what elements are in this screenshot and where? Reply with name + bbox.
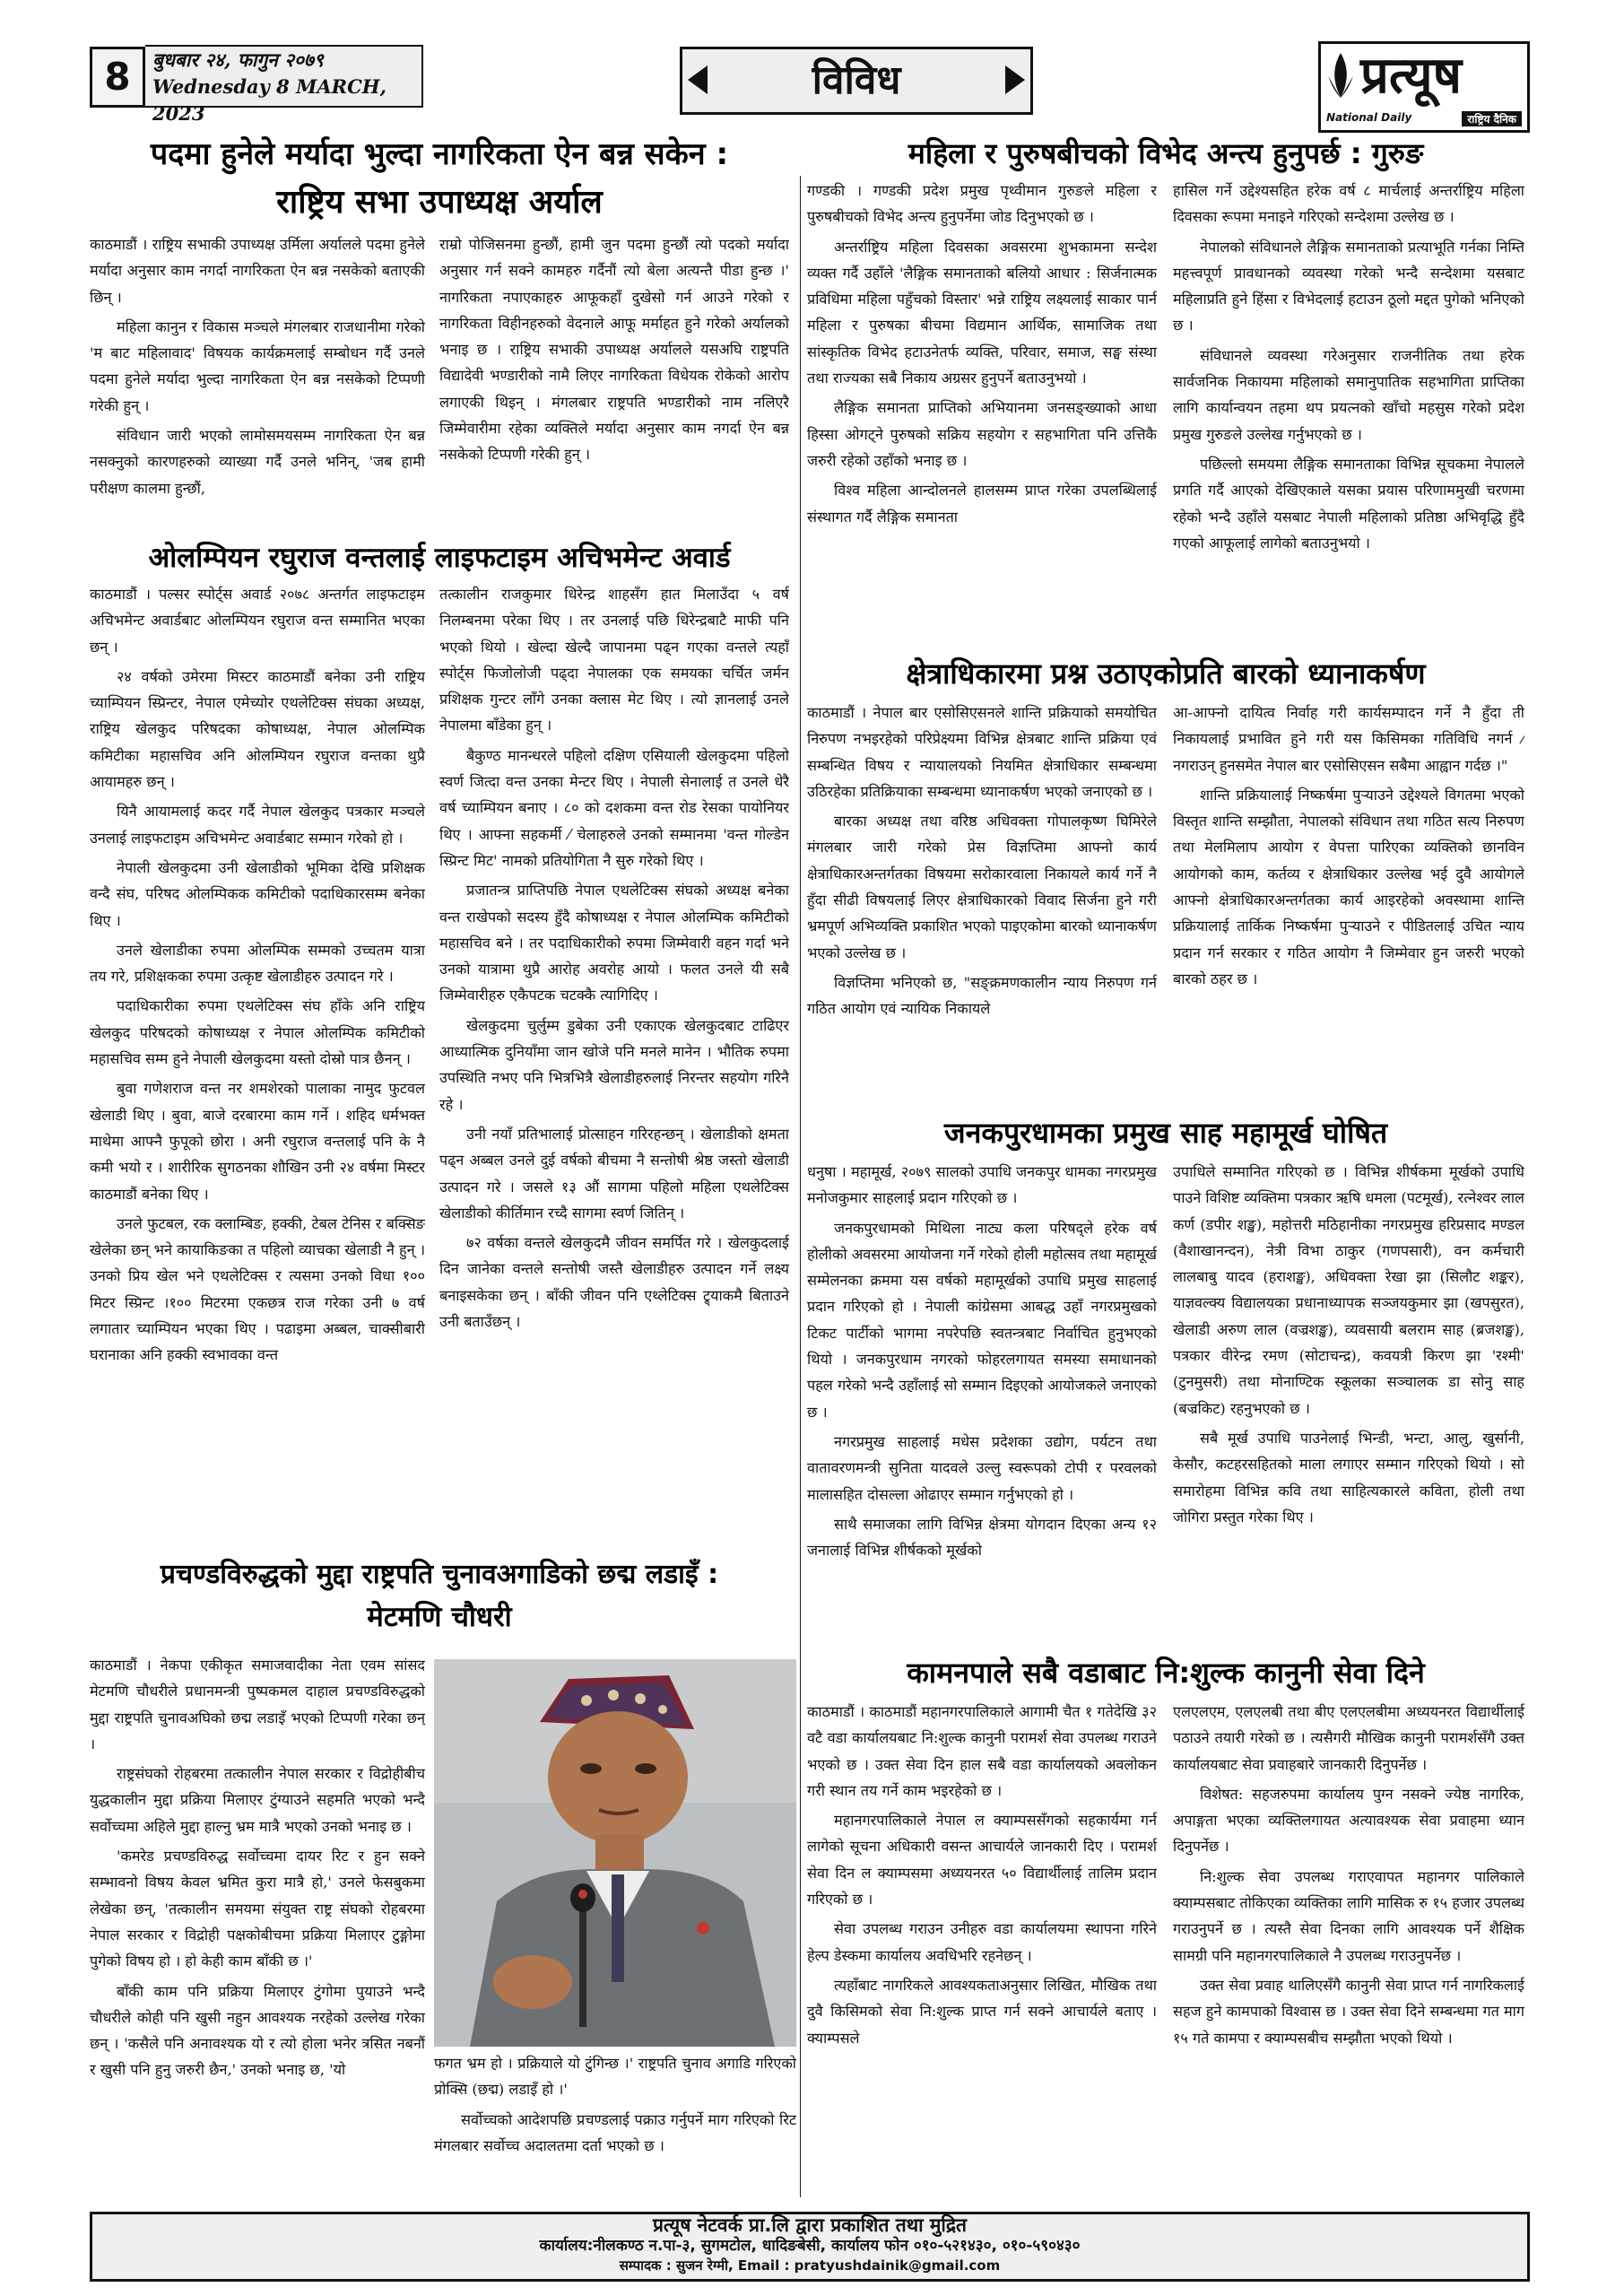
lotus-emblem-icon — [1324, 49, 1357, 103]
article-gurung-col1 — [807, 178, 1157, 633]
article-olympian-col1 — [90, 581, 425, 1550]
paragraph: विशेषत: सहजरुपमा कार्यालय पुग्न नसक्ने ज्येष्ठ नागरिक, अपाङ्गता भएका व्यक्तिलगायत अत्यावश्यक सेवा प्रवाहमा ध्यान दिनुपर्नेछ । — [1173, 1785, 1524, 1856]
article-gurung-col2 — [1173, 178, 1524, 633]
dateline — [145, 45, 423, 125]
article-kshetradhikar-col2 — [1173, 700, 1524, 1108]
paragraph: काठमाडौं । पल्सर स्पोर्ट्स अवार्ड २०७८ अन्तर्गत लाइफटाइम अचिभमेन्ट अवार्डबाट ओलम्पियन रघुराज वन्त सम्मानित भएका छन् । — [90, 586, 425, 656]
paragraph: सबै मूर्ख उपाधि पाउनेलाई भिन्डी, भन्टा, आलु, खुर्सानी, केसौर, कटहरसहितको माला लगाएर सम्मान गरिएको थियो । सो समारोहमा विभिन्न कवि तथा साहित्यकारले कविता, होली तथा जोगिरा प्रस्तुत गरेका थिए । — [1173, 1429, 1524, 1526]
paragraph: सेवा उपलब्ध गराउन उनीहरु वडा कार्यालयमा स्थापना गरिने हेल्प डेस्कमा कार्यालय अवधिभरि रहनेछन् । — [807, 1920, 1157, 1964]
paragraph: हासिल गर्ने उद्देश्यसहित हरेक वर्ष ८ मार्चलाई अन्तर्राष्ट्रिय महिला दिवसका रूपमा मनाइने गरिएको सन्देशमा उल्लेख छ । — [1173, 182, 1524, 226]
paragraph: खेलकुदमा चुर्लुम्म डुबेका उनी एकाएक खेलकुदबाट टाढिएर आध्यात्मिक दुनियाँमा जान खोजे पनि मनले मानेन । भौतिक रुपमा उपस्थिति नभए पनि भित्रभित्रै खेलाडीहरुलाई निरन्तर सहयोग गरिनै रहे । — [439, 1016, 789, 1113]
paragraph: आ-आफ्नो दायित्व निर्वाह गरी कार्यसम्पादन गर्ने नै हुँदा ती निकायलाई प्रभावित हुने गरी यस किसिमका गतिविधि नगर्न ⁄ नगराउन् हुनसमेत नेपाल बार एसोसिएसन सबैमा आह्वान गर्दछ ।" — [1173, 704, 1524, 774]
headline-kamanpa: कामनपाले सबै वडाबाट नि:शुल्क कानुनी सेवा दिने — [907, 1656, 1425, 1690]
paragraph: संविधान जारी भएको लामोसमयसम्म नागरिकता ऐन बन्न नसक्नुको कारणहरुको व्याख्या गर्दै उनले भनिन्, 'जब हामी परीक्षण कालमा हुन्छौं, — [90, 427, 425, 497]
paragraph: अन्तर्राष्ट्रिय महिला दिवसका अवसरमा शुभकामना सन्देश व्यक्त गर्दै उहाँले 'लैङ्गिक समानताको बलियो आधार : सिर्जनात्मक प्रविधिमा महिला पहुँचको विस्तार' भन्ने राष्ट्रिय लक्ष्यलाई साकार पार्न महिला र पुरुषका बीचमा विद्यमान आर्थिक, सामाजिक तथा सांस्कृतिक विभेद हटाउनेतर्फ व्यक्ति, परिवार, समाज, सङ्घ संस्था तथा राज्यका सबै निकाय अग्रसर हुनुपर्ने बताउनुभयो । — [807, 238, 1157, 387]
article-aryal-col2 — [439, 231, 789, 536]
headline-chaudhari-2: मेटमणि चौधरी — [367, 1601, 512, 1633]
paragraph: पदाधिकारीका रुपमा एथलेटिक्स संघ हाँके अनि राष्ट्रिय खेलकुद परिषदको कोषाध्यक्ष र नेपाल ओलम्पिक कमिटीको महासचिव सम्म हुने नेपाली खेलकुदमा यस्तो दोस्रो पात्र छैनन् । — [90, 997, 425, 1068]
paragraph: नि:शुल्क सेवा उपलब्ध गराएवापत महानगर पालिकाले क्याम्पसबाट तोकिएका व्यक्तिका लागि मासिक रु १५ हजार उपलब्ध गराउनुपर्ने छ । त्यस्तै सेवा दिनका लागि आवश्यक पर्ने शैक्षिक सामग्री पनि महानगरपालिकाले नै उपलब्ध गराउनुपर्नेछ । — [1173, 1867, 1524, 1964]
column-divider — [800, 176, 801, 2197]
article-janakpur-col2 — [1173, 1159, 1524, 1643]
headline-kshetradhikar: क्षेत्राधिकारमा प्रश्न उठाएकोप्रति बारको ध्यानाकर्षण — [906, 657, 1426, 691]
paragraph: शान्ति प्रक्रियालाई निष्कर्षमा पुऱ्याउने उद्देश्यले विगतमा भएको विस्तृत शान्ति सम्झौता, नेपालको संविधान तथा गठित सत्य निरुपण तथा मेलमिलाप आयोग र वेपत्ता पारिएका व्यक्तिको छानविन आयोगको काम, कर्तव्य र क्षेत्राधिकार उल्लेख भई दुवै आयोगले आफ्नो क्षेत्राधिकारअन्तर्गतका कार्य आइरहेको अवस्थामा शान्ति प्रक्रियालाई तार्किक निष्कर्षमा पुऱ्याउने र पीडितलाई उचित न्याय प्रदान गर्न सरकार र गठित आयोग नै जिम्मेवार हुन जरुरी भएको बारको ठहर छ । — [1173, 786, 1524, 987]
paragraph: महानगरपालिकाले नेपाल ल क्याम्पससँगको सहकार्यमा गर्न लागेको सूचना अधिकारी वसन्त आचार्यले जानकारी दिए । परामर्श सेवा दिन ल क्याम्पसमा अध्ययनरत ५० विद्यार्थीलाई तालिम प्रदान गरिएको छ । — [807, 1812, 1157, 1909]
paragraph: नेपालको संविधानले लैङ्गिक समानताको प्रत्याभूति गर्नका निम्ति महत्त्वपूर्ण प्रावधानको व्यवस्था गरेको भन्दै सन्देशमा यसबाट महिलाप्रति हुने हिंसा र विभेदलाई हटाउन ठूलो मद्दत पुगेको भनिएको छ । — [1173, 238, 1524, 335]
paragraph: बुवा गणेशराज वन्त नर शमशेरको पालाका नामुद फुटवल खेलाडी थिए । बुवा, बाजे दरबारमा काम गर्ने । शहिद धर्मभक्त माथेमा आफ्नै फुपूको छोरा । अनी रघुराज वन्तलाई पनि के नै कमी भयो र । शारीरिक सुगठनका शौखिन उनी २४ वर्षमा मिस्टर काठमाडौं बनेका थिए । — [90, 1080, 425, 1203]
page-number: 8 — [90, 47, 145, 108]
paragraph: जनकपुरधामको मिथिला नाट्य कला परिषद्ले हरेक वर्ष होलीको अवसरमा आयोजना गर्ने गरेको होली महोत्सव तथा महामूर्ख सम्मेलनका क्रममा यस वर्षको महामूर्खको उपाधि प्रमुख साहलाई प्रदान गरिएको हो । नेपाली कांग्रेसमा आबद्ध उहाँ नगरप्रमुखको टिकट पार्टीको भागमा नपरेपछि स्वतन्त्रबाट निर्वाचित हुनुभएको थियो । जनकपुरधाम नगरको फोहरलगायत समस्या समाधानको पहल गरेको भन्दै उहाँलाई सो सम्मान दिइएको आयोजकले जनाएको छ । — [807, 1219, 1157, 1421]
photo-chaudhari — [434, 1659, 796, 2047]
article-aryal-col1 — [90, 231, 425, 536]
publisher-footer — [90, 2212, 1530, 2282]
section-title: विविध — [812, 57, 901, 103]
paragraph: नेपाली खेलकुदमा उनी खेलाडीको भूमिका देखि प्रशिक्षक वन्दै संघ, परिषद ओलम्पिकक कमिटीको पदाधिकारसम्म बनेका थिए । — [90, 858, 425, 929]
paragraph: बाँकी काम पनि प्रक्रिया मिलाएर टुंगोमा पुयाउने भन्दै चौधरीले कोही पनि खुसी नहुन आवश्यक नरहेको उल्लेख गरेका छन् । 'कसैले पनि अनावश्यक यो र त्यो होला भनेर त्रसित नबनौं र खुसी पनि हुनु जरुरी छैन,' उनको भनाइ छ, 'यो — [90, 1982, 425, 2079]
paragraph: ७२ वर्षका वन्तले खेलकुदमै जीवन समर्पित गरे । खेलकुदलाई दिन जानेका वन्तले सन्तोषी जस्तै खेलाडीहरु उत्पादन गर्ने लक्ष्य बनाइसकेका छन् । बाँकी जीवन पनि एथ्लेटिक्स ट्र्याकमै बिताउने उनी बताउँछन् । — [439, 1234, 789, 1331]
article-kshetradhikar-col1 — [807, 700, 1157, 1108]
paragraph: राम्रो पोजिसनमा हुन्छौं, हामी जुन पदमा हुन्छौं त्यो पदको मर्यादा अनुसार गर्न सक्ने कामहरु गर्दैनौं त्यो बेला अत्यन्तै पीडा हुन्छ ।' नागरिकता नपाएकाहरु आफूकहाँ दुखेसो गर्न आउने गरेको र नागरिकता विहीनहरुको वेदनाले आफू मर्माहत हुने गरेको अर्यालको भनाइ छ । राष्ट्रिय सभाकी उपाध्यक्ष अर्यालले यसअघि राष्ट्रपति विद्यादेवी भण्डारीको नामै लिएर नागरिकता विधेयक रोकेको आरोप लगाएकी थिइन् । मंगलबार राष्ट्रपति भण्डारीको नाम नलिएरै जिम्मेवारीमा रहेका व्यक्तिले मर्यादा अनुसार काम नगर्दा ऐन बन्न नसकेको टिप्पणी गरेकी हुन् । — [439, 236, 789, 464]
paragraph: साथै समाजका लागि विभिन्न क्षेत्रमा योगदान दिएका अन्य १२ जनालाई विभिन्न शीर्षकको मूर्खको — [807, 1515, 1157, 1560]
paragraph: उनले खेलाडीका रुपमा ओलम्पिक सम्मको उच्चतम यात्रा तय गरे, प्रशिक्षकका रुपमा उत्कृष्ट खेलाडीहरु उत्पादन गरे । — [90, 941, 425, 986]
footer-publisher: प्रत्यूष नेटवर्क प्रा.लि द्वारा प्रकाशित तथा मुद्रित — [652, 2214, 967, 2236]
paragraph: काठमाडौं । नेपाल बार एसोसिएसनले शान्ति प्रक्रियाको समयोचित निरुपण नभइरहेको परिप्रेक्ष्यमा विभिन्न क्षेत्रबाट शान्ति प्रक्रिया एवं सम्बन्धित विषय र न्यायालयको नियमित क्षेत्राधिकार सम्बन्धमा उठिरहेका प्रतिक्रियाका सम्बन्धमा ध्यानाकर्षण भएको जनाएको छ । — [807, 704, 1157, 800]
date-nepali: बुधबार २४, फागुन २०७९ — [152, 48, 324, 71]
paragraph: पछिल्लो समयमा लैङ्गिक समानताका विभिन्न सूचकमा नेपालले प्रगति गर्दै आएको देखिएकाले यसका प्रयास परिणाममुखी चरणमा रहेको भन्दै उहाँले यसबाट नेपाली महिलाको प्रतिष्ठा अभिवृद्धि हुँदै गएको आफूलाई लागेको बताउनुभयो । — [1173, 455, 1524, 552]
masthead-logo — [1318, 41, 1530, 133]
paragraph: लैङ्गिक समानता प्राप्तिको अभियानमा जनसङ्ख्याको आधा हिस्सा ओगट्ने पुरुषको सक्रिय सहयोग र सहभागिता पनि उत्तिकै जरुरी रहेको उहाँको भनाइ छ । — [807, 399, 1157, 469]
paragraph: 'कमरेड प्रचण्डविरुद्ध सर्वोच्चमा दायर रिट र हुन सक्ने सम्भावनो विषय केवल भ्रमित कुरा मात्रै हो,' उनले फेसबुकमा लेखेका छन्, 'तत्कालीन समयमा संयुक्त राष्ट्र संघको रोहबरमा नेपाल सरकार र विद्रोही पक्षकोबीचमा प्रक्रिया मिलाएर टुङ्गोमा पुगेको विषय हो । हो केही काम बाँकी छ ।' — [90, 1848, 425, 1970]
article-kamanpa-col2 — [1173, 1699, 1524, 2199]
paragraph: २४ वर्षको उमेरमा मिस्टर काठमाडौं बनेका उनी राष्ट्रिय च्याम्पियन स्प्रिन्टर, नेपाल एमेच्योर एथलेटिक्स संघका अध्यक्ष, राष्ट्रिय खेलकुद परिषदका कोषाध्यक्ष, नेपाल ओलम्पिक कमिटीका महासचिव अनि ओलम्पियन रघुराज वन्तका थुप्रै आयामहरु छन् । — [90, 667, 425, 791]
masthead-name: प्रत्यूष — [1360, 47, 1462, 105]
headline-aryal-1: पदमा हुनेले मर्यादा भुल्दा नागरिकता ऐन बन्न सकेन : — [150, 136, 729, 172]
headline-gurung: महिला र पुरुषबीचको विभेद अन्त्य हुनुपर्छ : गुरुङ — [908, 136, 1424, 170]
paragraph: उपाधिले सम्मानित गरिएको छ । विभिन्न शीर्षकमा मूर्खको उपाधि पाउने विशिष्ट व्यक्तिमा पत्रकार ऋषि धमला (पटमूर्ख), रत्नेश्वर लाल कर्ण (डपीर शङ्ख), महोत्तरी मठिहानीका नगरप्रमुख हरिप्रसाद मण्डल (वैशाखानन्दन), नेत्री विभा ठाकुर (गणपसारी), वन कर्मचारी लालबाबु यादव (हराशङ्ख), अधिवक्ता रेखा झा (सिलौट शङ्कर), याज्ञवल्क्य विद्यालयका प्रधानाध्यापक सञ्जयकुमार झा (खपसुरत), खेलाडी अरुण लाल (वज्रशङ्ख), व्यवसायी बलराम साह (ब्रजशङ्ख), पत्रकार वीरेन्द्र रमण (सोटाचन्द्र), कवयत्री किरण झा 'रश्मी' (टुनमुसरी) तथा मोनाण्टिक स्कूलका सञ्चालक डा सोनु साह (बज्रकिट) रहनुभएको छ । — [1173, 1163, 1524, 1417]
article-janakpur-col1 — [807, 1159, 1157, 1643]
paragraph: महिला कानुन र विकास मञ्चले मंगलबार राजधानीमा गरेको 'म बाट महिलावाद' विषयक कार्यक्रमलाई सम्बोधन गर्दै उनले पदमा हुनेले मर्यादा भुल्दा नागरिकता ऐन बन्न नसकेको टिप्पणी गरेकी हुन् । — [90, 317, 425, 414]
paragraph: एलएलएम, एलएलबी तथा बीए एलएलबीमा अध्ययनरत विद्यार्थीलाई पठाउने तयारी गरेको छ । त्यसैगरी मौखिक कानुनी परामर्शसँगै उक्त कार्यालयबाट सेवा प्रवाहबारे जानकारी दिनुपर्नेछ । — [1173, 1703, 1524, 1773]
section-header — [680, 47, 1033, 115]
article-chaudhari-col1 — [90, 1652, 425, 2199]
headline-olympian: ओलम्पियन रघुराज वन्तलाई लाइफटाइम अचिभमेन्ट अवार्ड — [148, 542, 731, 574]
paragraph: प्रजातन्त्र प्राप्तिपछि नेपाल एथलेटिक्स संघको अध्यक्ष बनेका वन्त राखेपको सदस्य हुँदै कोषाध्यक्ष र नेपाल ओलम्पिक कमिटीको महासचिव बने । तर पदाधिकारीको रुपमा जिम्मेवारी वहन गर्दा भने उनको यात्रामा थुप्रै आरोह अवरोह आयो । फलत उनले यी सबै जिम्मेवारीहरु एकैपटक चटक्कै त्यागिदिए । — [439, 882, 789, 1004]
date-english: Wednesday 8 MARCH, 2023 — [152, 75, 386, 125]
paragraph: यिनै आयामलाई कदर गर्दै नेपाल खेलकुद पत्रकार मञ्चले उनलाई लाइफटाइम अचिभमेन्ट अवार्डबाट सम्मान गरेको हो । — [90, 803, 425, 847]
headline-aryal-2: राष्ट्रिय सभा उपाध्यक्ष अर्याल — [276, 184, 603, 221]
paragraph: बारका अध्यक्ष तथा वरिष्ठ अधिवक्ता गोपालकृष्ण घिमिरेले मंगलबार जारी गरेको प्रेस विज्ञप्तिमा आफ्नो कार्य क्षेत्राधिकारअन्तर्गतका विषयमा सरोकारवाला निकायले कार्य गर्ने नै हुँदा सीढी विषयलाई लिएर क्षेत्राधिकारको विवाद सिर्जना हुने गरी भ्रमपूर्ण अभिव्यक्ति प्रकाशित भएको पाइएकोमा बारको ध्यानाकर्षण भएको उल्लेख छ । — [807, 813, 1157, 961]
paragraph: फगत भ्रम हो । प्रक्रियाले यो टुंगिन्छ ।' राष्ट्रपति चुनाव अगाडि गरिएको प्रोक्सि (छद्म) लडाइँ हो ।' — [434, 2055, 796, 2099]
footer-editor-email: सम्पादक : सुजन रेग्मी, Email : pratyushdainik@gmail.com — [619, 2257, 1001, 2274]
footer-address: कार्यालय:नीलकण्ठ न.पा-३, सुगमटोल, धादिङबेसी, कार्यालय फोन ०१०-५२१४३०, ०१०-५९०४३० — [539, 2237, 1081, 2255]
paragraph: संविधानले व्यवस्था गरेअनुसार राजनीतिक तथा हरेक सार्वजनिक निकायमा महिलाको समानुपातिक सहभागिता प्राप्तिका लागि कार्यान्वयन तहमा थप प्रयत्नको खाँचो महसुस गरेको प्रदेश प्रमुख गुरुङले उल्लेख गर्नुभएको छ । — [1173, 346, 1524, 443]
paragraph: त्यहाँबाट नागरिकले आवश्यकताअनुसार लिखित, मौखिक तथा दुवै किसिमको सेवा नि:शुल्क प्राप्त गर्न सक्ने आचार्यले बताए । क्याम्पसले — [807, 1976, 1157, 2047]
paragraph: तत्कालीन राजकुमार धिरेन्द्र शाहसँग हात मिलाउँदा ५ वर्ष निलम्बनमा परेका थिए । तर उनलाई पछि धिरेन्द्रबाटै माफी पनि भएको थियो । खेल्दा खेल्दै जापानमा पढ्न गएका वन्तले त्यहाँ स्पोर्ट्स फिजोलोजी पढ्दा नेपालका एक समयका चर्चित जर्मन प्रशिक्षक गुन्टर लाँगे उनका क्लास मेट थिए । त्यो ज्ञानलाई उनले नेपालमा बाँडेका हुन् । — [439, 586, 789, 735]
article-kamanpa-col1 — [807, 1699, 1157, 2199]
paragraph: धनुषा । महामूर्ख, २०७९ सालको उपाधि जनकपुर धामका नगरप्रमुख मनोजकुमार साहलाई प्रदान गरिएको छ । — [807, 1163, 1157, 1207]
paragraph: काठमाडौं । नेकपा एकीकृत समाजवादीका नेता एवम सांसद मेटमणि चौधरीले प्रधानमन्त्री पुष्पकमल दाहाल प्रचण्डविरुद्धको मुद्दा राष्ट्रपति चुनावअघिको छद्म लडाइँ भएको टिप्पणी गरेका छन् । — [90, 1657, 425, 1752]
paragraph: गण्डकी । गण्डकी प्रदेश प्रमुख पृथ्वीमान गुरुङले महिला र पुरुषबीचको विभेद अन्त्य हुनुपर्नेमा जोड दिनुभएको छ । — [807, 182, 1157, 226]
paragraph: विज्ञप्तिमा भनिएको छ, "सङ्क्रमणकालीन न्याय निरुपण गर्न गठित आयोग एवं न्यायिक निकायले — [807, 973, 1157, 1018]
paragraph: उनले फुटबल, रक क्लाम्बिङ, हक्की, टेबल टेनिस र बक्सिङ खेलेका छन् भने कायाकिङका त पहिलो व्याचका खेलाडी नै हुन् । उनको प्रिय खेल भने एथलेटिक्स र त्यसमा उनको विधा १०० मिटर स्प्रिन्ट ।१०० मिटरमा एकछत्र राज गरेका उनी ७ वर्ष लगातार च्याम्पियन भएका थिए । पढाइमा अब्बल, चाक्सीबारी घरानाका अनि हक्की स्वभावका वन्त — [90, 1214, 425, 1364]
paragraph: उनी नयाँ प्रतिभालाई प्रोत्साहन गरिरहन्छन् । खेलाडीको क्षमता पढ्न अब्बल उनले दुई वर्षको बीचमा नै सन्तोषी श्रेष्ठ जस्तो खेलाडी उत्पादन गरे । जसले १३ औं सागमा पहिलो महिला एथलेटिक्स खेलाडीको कीर्तिमान रच्दै सागमा स्वर्ण जितिन् । — [439, 1125, 789, 1222]
paragraph: काठमाडौं । राष्ट्रिय सभाकी उपाध्यक्ष उर्मिला अर्यालले पदमा हुनेले मर्यादा अनुसार काम नगर्दा नागरिकता ऐन बन्न नसकेको बताएकी छिन् । — [90, 236, 425, 306]
masthead-english: National Daily — [1326, 111, 1412, 124]
paragraph: विश्व महिला आन्दोलनले हालसम्म प्राप्त गरेका उपलब्धिलाई संस्थागत गर्दै लैङ्गिक समानता — [807, 482, 1157, 526]
paragraph: काठमाडौं । काठमाडौं महानगरपालिकाले आगामी चैत १ गतेदेखि ३२ वटै वडा कार्यालयबाट नि:शुल्क कानुनी परामर्श सेवा उपलब्ध गराउने भएको छ । उक्त सेवा दिन हाल सबै वडा कार्यालयको अवलोकन गरी स्थान तय गर्ने काम भइरहेको छ । — [807, 1703, 1157, 1799]
paragraph: नगरप्रमुख साहलाई मधेस प्रदेशका उद्योग, पर्यटन तथा वातावरणमन्त्री सुनिता यादवले उल्लु स्वरूपको टोपी र परवलको मालासहित दोसल्ला ओढाएर सम्मान गर्नुभएको हो । — [807, 1432, 1157, 1503]
headline-chaudhari-1: प्रचण्डविरुद्धको मुद्दा राष्ट्रपति चुनावअगाडिको छद्म लडाइँ : — [160, 1559, 719, 1590]
headline-janakpur: जनकपुरधामका प्रमुख साह महामूर्ख घोषित — [943, 1116, 1388, 1150]
paragraph: सर्वोच्चको आदेशपछि प्रचण्डलाई पक्राउ गर्नुपर्ने माग गरिएको रिट मंगलबार सर्वोच्च अदालतमा दर्ता भएको छ । — [434, 2110, 796, 2154]
portrait-image — [434, 1659, 796, 2047]
masthead-tagline — [1326, 111, 1522, 126]
paragraph: उक्त सेवा प्रवाह थालिएसँगै कानुनी सेवा प्राप्त गर्न नागरिकलाई सहज हुने कामपाको विश्वास छ । उक्त सेवा दिने सम्बन्धमा गत माग १५ गते कामपा र क्याम्पसबीच सम्झौता भएको थियो । — [1173, 1976, 1524, 2047]
photo-caption — [434, 2050, 796, 2203]
right-arrow-icon — [1005, 65, 1025, 94]
paragraph: राष्ट्रसंघको रोहबरमा तत्कालीन नेपाल सरकार र विद्रोहीबीच युद्धकालीन मुद्दा प्रक्रिया मिलाएर टुंग्याउने सहमति भएको भन्दै सर्वोच्चमा अहिले मुद्दा हाल्नु भ्रम मात्रै भएको उनको भनाइ छ । — [90, 1765, 425, 1835]
paragraph: बैकुण्ठ मानन्धरले पहिलो दक्षिण एसियाली खेलकुदमा पहिलो स्वर्ण जित्दा वन्त उनका मेन्टर थिए । नेपाली सेनालाई त उनले धेरै वर्ष च्याम्पियन बनाए । ८० को दशकमा वन्त रोड रेसका पायोनियर थिए । आफ्ना सहकर्मी ⁄ चेलाहरुले उनको सम्मानमा 'वन्त गोल्डेन स्प्रिन्ट मिट' नामको प्रतियोगिता नै सुरु गरेको थिए । — [439, 746, 789, 869]
article-olympian-col2 — [439, 581, 789, 1550]
masthead-nepali: राष्ट्रिय दैनिक — [1462, 111, 1522, 126]
